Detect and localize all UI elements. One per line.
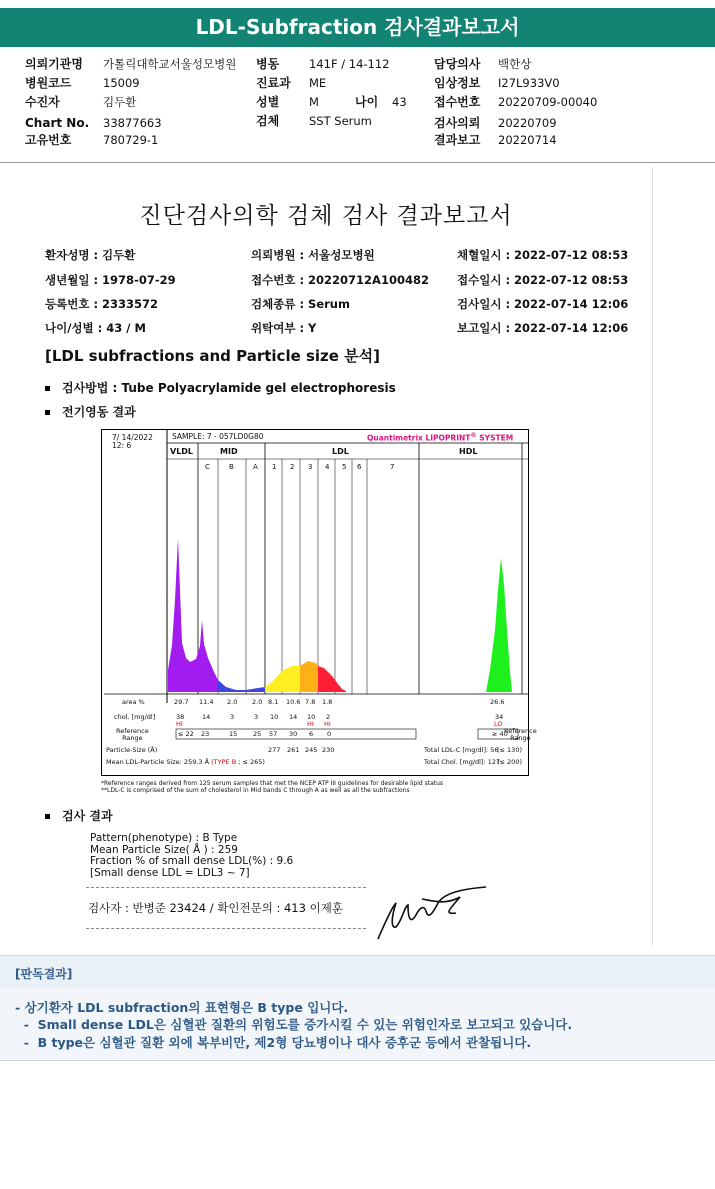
header-value: SST Serum bbox=[309, 114, 372, 128]
header-value: 780729-1 bbox=[103, 133, 159, 147]
ps-ldl3: 245 bbox=[305, 746, 318, 754]
header-value: 20220709 bbox=[498, 116, 557, 130]
requesting-hospital: 의뢰병원 : 서울성모병원 bbox=[251, 248, 375, 262]
result-heading: 검사 결과 bbox=[62, 809, 113, 823]
area-ldl3: 7.8 bbox=[305, 698, 316, 706]
result-line: [Small dense LDL = LDL3 ~ 7] bbox=[90, 866, 250, 879]
area-vldl: 29.7 bbox=[174, 698, 189, 706]
result-bullet bbox=[45, 807, 113, 824]
bullet-icon bbox=[45, 386, 50, 391]
footnote-2: **LDL-C is comprised of the sum of cholesterol in Mid bands C through A as well as all the subfractions bbox=[101, 787, 410, 794]
area-ldl4: 1.8 bbox=[322, 698, 333, 706]
report-heading: 진단검사의학 검체 검사 결과보고서 bbox=[139, 203, 513, 229]
result-line: Fraction % of small dense LDL(%) : 9.6 bbox=[90, 855, 294, 867]
header-value: I27L933V0 bbox=[498, 76, 560, 90]
ps-ldl2: 261 bbox=[287, 746, 300, 754]
header-value: 141F / 14-112 bbox=[309, 57, 390, 71]
band-label: 1 bbox=[272, 463, 277, 471]
row-label-particle-size: Particle-Size (Å) bbox=[106, 746, 158, 754]
row-label-area: area % bbox=[122, 698, 145, 706]
flag-vldl-hi: HI bbox=[176, 720, 183, 728]
signature-block bbox=[86, 887, 366, 929]
brand-tail: SYSTEM bbox=[476, 433, 514, 443]
result-line: Pattern(phenotype) : B Type bbox=[90, 832, 238, 844]
band-dividers bbox=[218, 459, 367, 694]
signature-text: 검사자 : 반병준 23424 / 확인전문의 : 413 이제훈 bbox=[88, 901, 343, 915]
header-value: 김두환 bbox=[103, 95, 137, 109]
total-ldl: Total LDL-C [mg/dl]: 56 bbox=[424, 746, 499, 754]
judgement-line: - B type은 심혈관 질환 외에 복부비만, 제2형 당뇨병이나 대사 증후군 등에서 관찰됩니다. bbox=[15, 1035, 532, 1050]
header-label: 병원코드 bbox=[25, 76, 72, 90]
hdl-peak bbox=[486, 558, 512, 692]
lipoprint-brand bbox=[367, 432, 513, 443]
chol-mid-b: 3 bbox=[230, 713, 235, 721]
header-value: 가톨릭대학교서울성모병원 bbox=[103, 57, 237, 71]
area-mid-c: 11.4 bbox=[199, 698, 214, 706]
lipoprint-figure bbox=[101, 429, 537, 776]
chol-mid-a: 3 bbox=[254, 713, 259, 721]
bullet-icon bbox=[45, 410, 50, 415]
age-value: 43 bbox=[392, 95, 407, 109]
judgement-line: - Small dense LDL은 심혈관 질환의 위험도를 증가시킬 수 있는 위험인자로 보고되고 있습니다. bbox=[15, 1017, 573, 1032]
chol-ldl3: 10 bbox=[307, 713, 316, 721]
ref-mid-b: 15 bbox=[229, 730, 238, 738]
header-label: 고유번호 bbox=[25, 133, 72, 147]
lab-report-image bbox=[0, 167, 653, 946]
band-label: 6 bbox=[357, 463, 362, 471]
group-label-mid: MID bbox=[220, 447, 238, 456]
received-time: 접수일시 : 2022-07-12 08:53 bbox=[457, 273, 629, 287]
sample-label: SAMPLE: 7 - 057LD0G80 bbox=[172, 432, 264, 441]
row-label-reference: Reference Range bbox=[116, 727, 149, 742]
header-value: 백한상 bbox=[498, 57, 532, 71]
total-ldl-ref: (≤ 130) bbox=[497, 746, 522, 754]
flag-ldl4-hi: HI bbox=[324, 720, 331, 728]
header-label: 임상정보 bbox=[434, 76, 481, 90]
band-label: 3 bbox=[308, 463, 313, 471]
band-label: 2 bbox=[290, 463, 295, 471]
group-label-ldl: LDL bbox=[332, 447, 349, 456]
ldl4-peak bbox=[318, 666, 346, 692]
ref-mid-a: 25 bbox=[253, 730, 262, 738]
vldl-peak bbox=[168, 538, 218, 692]
header-label: 진료과 bbox=[256, 76, 291, 90]
chol-hdl: 34 bbox=[495, 713, 504, 721]
report-title: LDL-Subfraction 검사결과보고서 bbox=[195, 15, 520, 39]
mean-ldl-size bbox=[106, 758, 265, 766]
chol-ldl1: 10 bbox=[270, 713, 279, 721]
report-time: 보고일시 : 2022-07-14 12:06 bbox=[457, 321, 629, 335]
accession-number: 접수번호 : 20220712A100482 bbox=[251, 273, 429, 287]
total-chol-ref: (≤ 200) bbox=[497, 758, 522, 766]
request-header bbox=[0, 50, 715, 163]
report-title-bar bbox=[0, 8, 715, 47]
birth-date: 생년월일 : 1978-07-29 bbox=[45, 273, 176, 287]
group-label-hdl: HDL bbox=[459, 447, 478, 456]
band-label: B bbox=[229, 463, 234, 471]
header-value: 15009 bbox=[103, 76, 140, 90]
band-label: 4 bbox=[325, 463, 330, 471]
brand-name: Quantimetrix LIPOPRINT bbox=[367, 433, 471, 443]
ref-mid-c: 23 bbox=[201, 730, 210, 738]
band-label: A bbox=[253, 463, 258, 471]
mean-type: (TYPE B bbox=[211, 758, 237, 766]
header-value: 20220709-00040 bbox=[498, 95, 598, 109]
footnote-1: *Reference ranges derived from 125 serum samples that met the NCEP ATP III guidelines for desirable lipid status bbox=[101, 780, 444, 787]
ps-ldl4: 230 bbox=[322, 746, 335, 754]
chol-ldl2: 14 bbox=[289, 713, 298, 721]
electrophoresis-bullet bbox=[45, 403, 136, 420]
judgement-title: [판독결과] bbox=[15, 967, 73, 981]
ref-hdl: ≥ 40 bbox=[492, 730, 508, 738]
ldl3-peak bbox=[300, 661, 318, 692]
header-label: 수진자 bbox=[25, 95, 60, 109]
age-label: 나이 bbox=[355, 95, 379, 109]
band-label: C bbox=[205, 463, 210, 471]
group-label-vldl: VLDL bbox=[170, 447, 194, 456]
area-ldl2: 10.6 bbox=[286, 698, 301, 706]
mean-tail: ; ≤ 265) bbox=[236, 758, 265, 766]
ldl1-ldl2-peak bbox=[265, 666, 300, 692]
header-label: 검체 bbox=[256, 114, 280, 128]
header-value: ME bbox=[309, 76, 327, 90]
chol-vldl: 38 bbox=[176, 713, 185, 721]
total-chol: Total Chol. [mg/dl]: 127 bbox=[424, 758, 501, 766]
reference-range-label-right: Reference Range bbox=[504, 727, 537, 742]
header-label: 담당의사 bbox=[434, 57, 481, 71]
area-mid-b: 2.0 bbox=[227, 698, 238, 706]
header-label: Chart No. bbox=[25, 116, 90, 130]
test-time: 검사일시 : 2022-07-14 12:06 bbox=[457, 297, 629, 311]
electrophoresis-chart bbox=[102, 430, 528, 775]
header-label: 병동 bbox=[256, 57, 280, 71]
ref-ldl1: 57 bbox=[269, 730, 278, 738]
result-lines bbox=[90, 833, 293, 879]
header-value: 20220714 bbox=[498, 133, 557, 147]
ref-ldl4: 0 bbox=[327, 730, 332, 738]
header-label: 성별 bbox=[256, 95, 280, 109]
header-label: 결과보고 bbox=[434, 133, 481, 147]
electrophoresis-heading: 전기영동 결과 bbox=[62, 405, 136, 419]
handwritten-signature-icon bbox=[372, 885, 492, 943]
mean-size-text: Mean LDL-Particle Size: 259.3 Å bbox=[106, 758, 210, 766]
area-ldl1: 8.1 bbox=[268, 698, 279, 706]
mid-bands bbox=[218, 680, 265, 692]
judgement-comments bbox=[0, 988, 715, 1061]
flag-ldl3-hi: HI bbox=[307, 720, 314, 728]
registration-number: 등록번호 : 2333572 bbox=[45, 297, 159, 311]
area-mid-a: 2.0 bbox=[252, 698, 263, 706]
ref-ldl3: 6 bbox=[309, 730, 314, 738]
method-text: 검사방법 : Tube Polyacrylamide gel electrophoresis bbox=[62, 381, 396, 395]
header-label: 접수번호 bbox=[434, 95, 481, 109]
header-label: 검사의뢰 bbox=[434, 116, 481, 130]
bullet-icon bbox=[45, 814, 50, 819]
header-value: 33877663 bbox=[103, 116, 162, 130]
ps-ldl1: 277 bbox=[268, 746, 281, 754]
band-label: 5 bbox=[342, 463, 347, 471]
ref-vldl: ≤ 22 bbox=[178, 730, 194, 738]
figure-date: 7/ 14/2022 bbox=[112, 433, 153, 442]
collection-time: 채혈일시 : 2022-07-12 08:53 bbox=[457, 248, 629, 262]
patient-name: 환자성명 : 김두환 bbox=[45, 248, 136, 262]
header-value: M bbox=[309, 95, 319, 109]
registered-mark: ® bbox=[470, 432, 477, 439]
area-hdl: 26.6 bbox=[490, 698, 505, 706]
ref-ldl2: 30 bbox=[289, 730, 298, 738]
chol-mid-c: 14 bbox=[202, 713, 211, 721]
referral-flag: 위탁여부 : Y bbox=[251, 321, 317, 335]
judgement-header bbox=[0, 955, 715, 989]
age-sex: 나이/성별 : 43 / M bbox=[45, 321, 146, 335]
chol-ldl4: 2 bbox=[326, 713, 331, 721]
specimen-type: 검체종류 : Serum bbox=[251, 297, 350, 311]
header-label: 의뢰기관명 bbox=[25, 57, 83, 71]
flag-hdl-lo: LO bbox=[494, 720, 503, 728]
band-label: 7 bbox=[390, 463, 395, 471]
row-label-chol: chol. [mg/dl] bbox=[114, 713, 156, 721]
analysis-section-title: [LDL subfractions and Particle size 분석] bbox=[45, 347, 381, 365]
judgement-line: - 상기환자 LDL subfraction의 표현형은 B type 입니다. bbox=[15, 1000, 349, 1015]
result-line: Mean Particle Size( Å ) : 259 bbox=[90, 843, 238, 856]
figure-time: 12: 6 bbox=[112, 441, 132, 450]
method-bullet bbox=[45, 379, 396, 396]
